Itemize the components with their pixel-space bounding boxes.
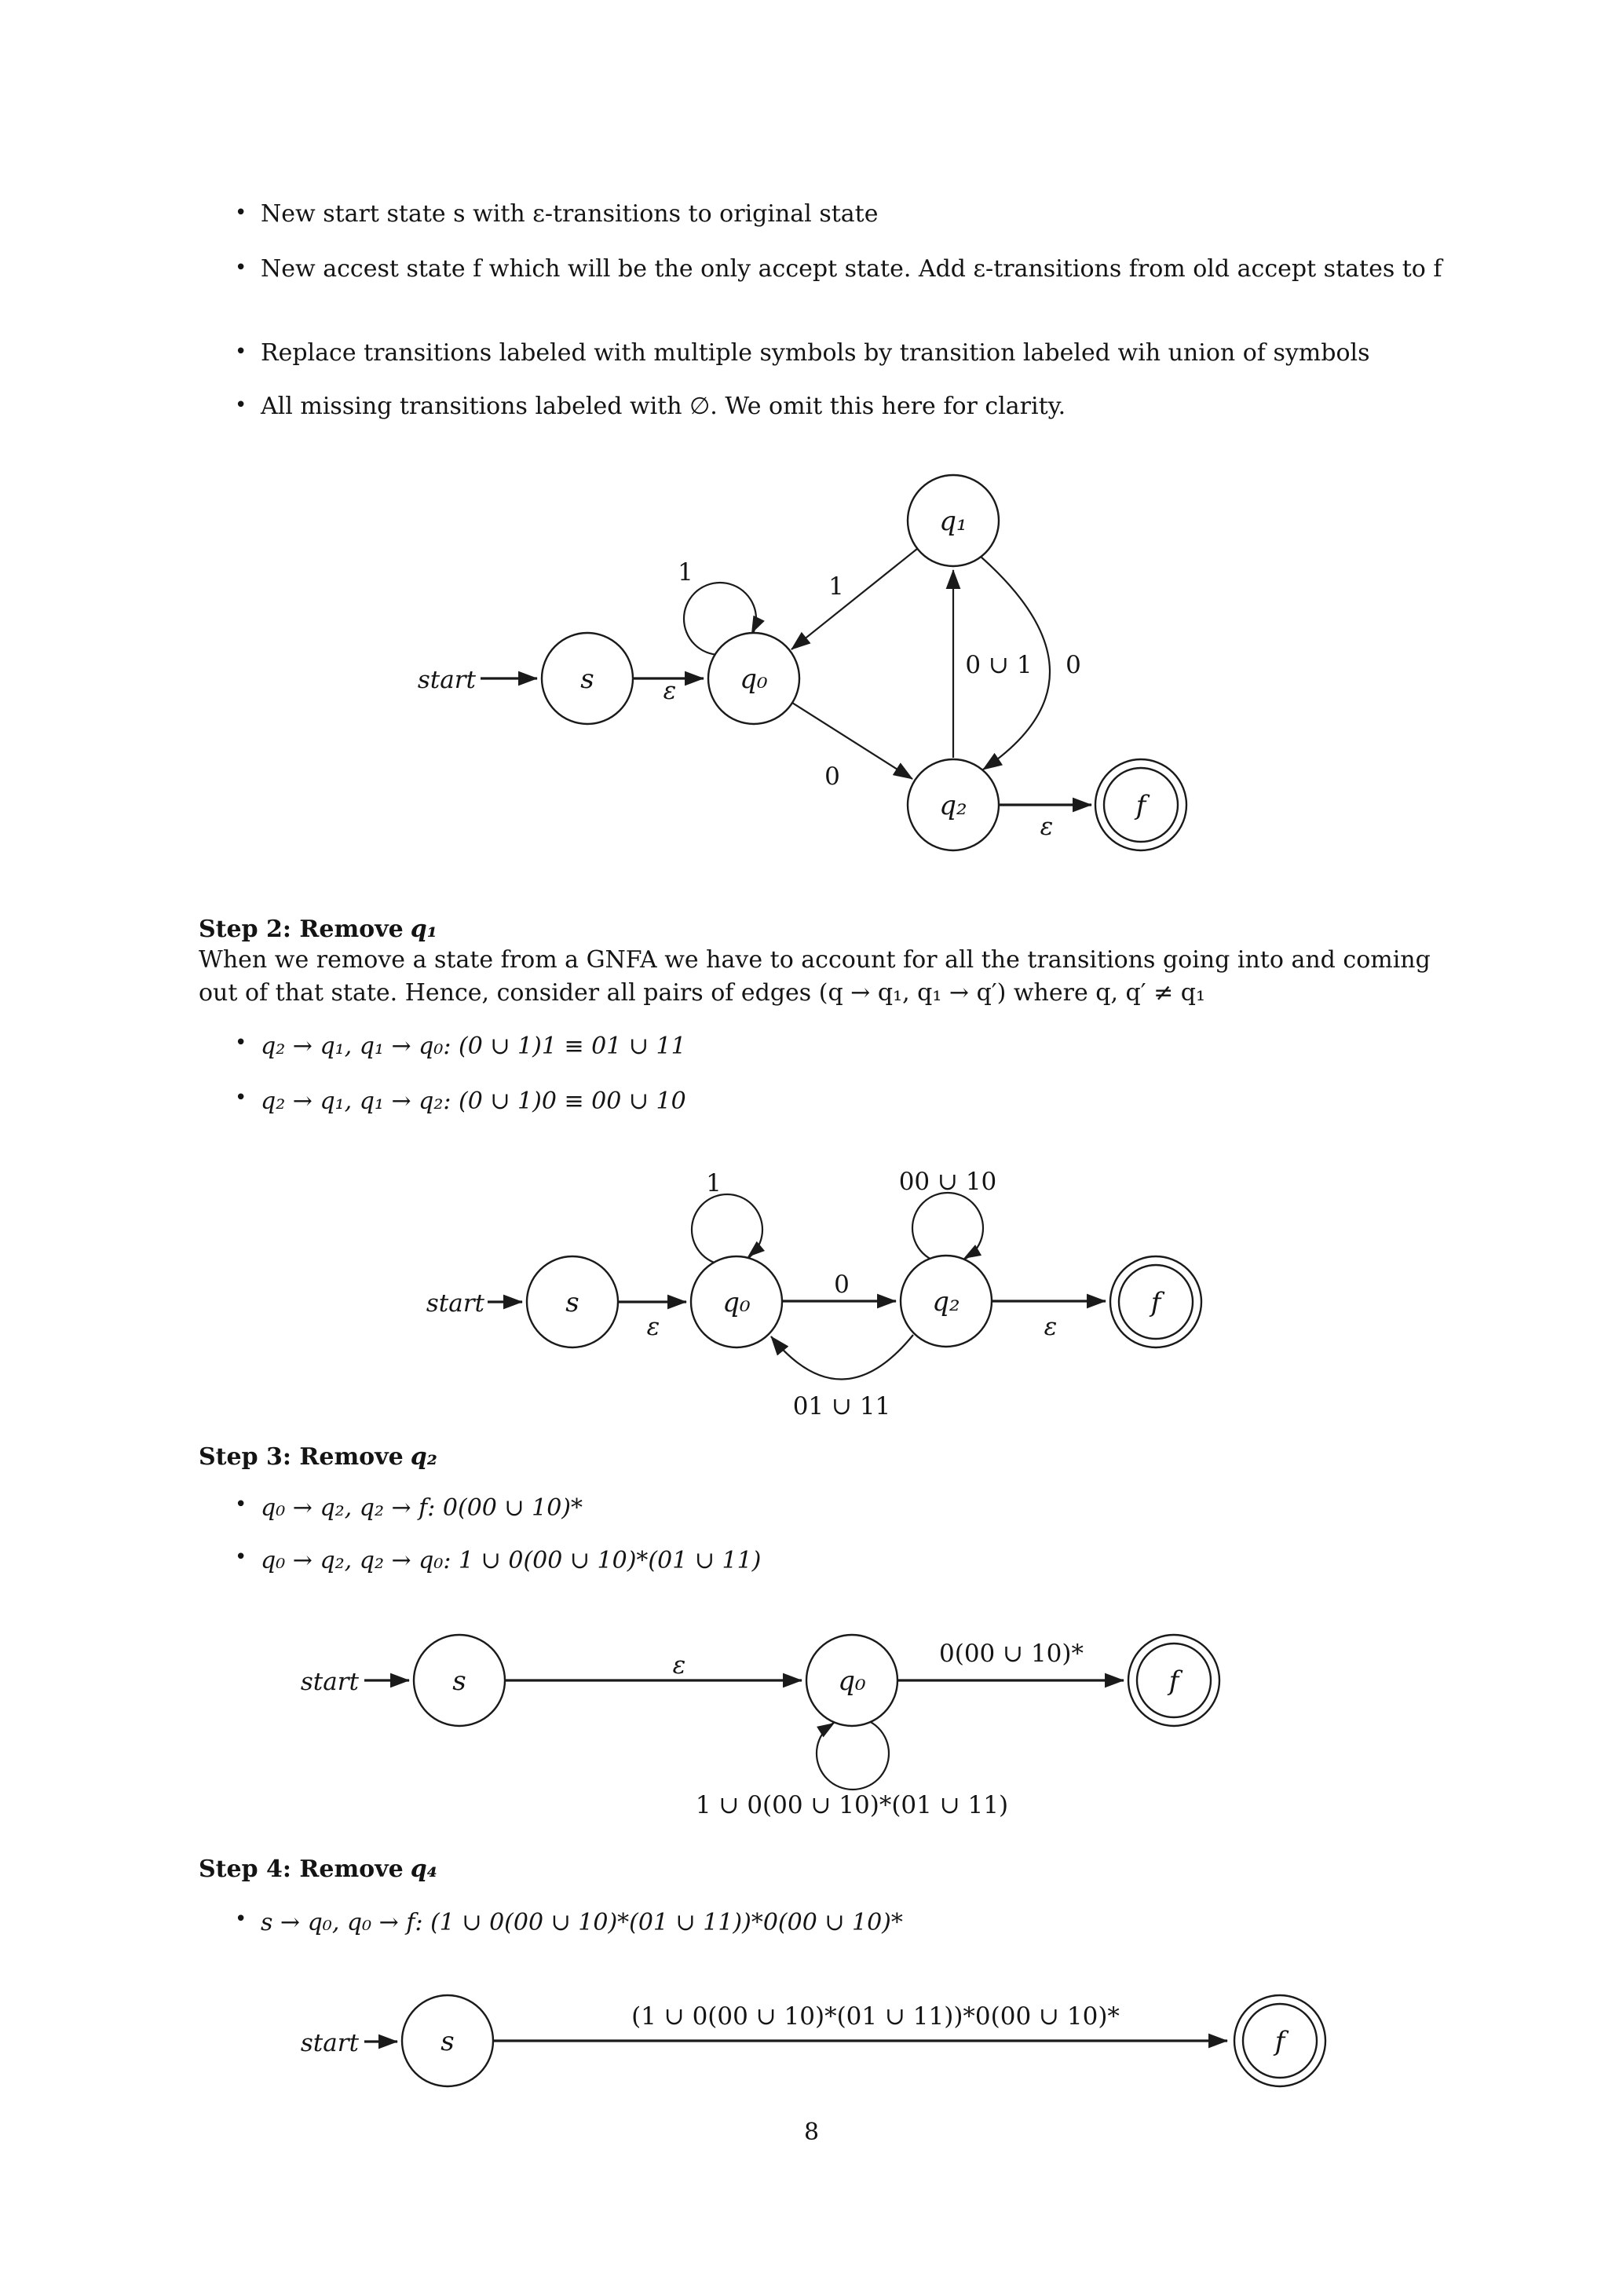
d2-state-q2-label: q₂: [932, 1286, 960, 1318]
d2-label-epsilon-s-q0: ε: [646, 1313, 660, 1341]
intro-bullet-2-text: New accest state f which will be the only accept state. Add ε-transitions from old accept states to f: [261, 255, 1442, 283]
d2-label-epsilon-q2-f: ε: [1044, 1313, 1058, 1341]
d1-label-epsilon-s-q0: ε: [663, 677, 677, 705]
d1-state-f-label: f: [1135, 790, 1146, 821]
d2-state-q0-label: q₀: [722, 1287, 751, 1318]
bullet-icon: •: [235, 256, 247, 280]
step3-heading-text: Step 3: Remove: [199, 1443, 404, 1471]
d1-state-q0-label: q₀: [740, 664, 768, 695]
step4-heading-text: Step 4: Remove: [199, 1855, 404, 1883]
d1-label-q1-q0: 1: [828, 572, 844, 601]
bullet-icon: •: [235, 201, 247, 225]
d2-label-q2-q0: 01 ∪ 11: [792, 1392, 891, 1420]
step3-heading-state: q₂: [410, 1443, 437, 1471]
d4-state-f-label: f: [1274, 2026, 1285, 2057]
d3-label-q0-f: 0(00 ∪ 10)*: [939, 1640, 1084, 1668]
d1-edge-q1-q0: [791, 549, 917, 649]
diagram-gnfa-final: [301, 1995, 1325, 2086]
diagram-gnfa-full: [418, 475, 1186, 850]
d3-label-q0-loop: 1 ∪ 0(00 ∪ 10)*(01 ∪ 11): [695, 1791, 1009, 1819]
page-number: 8: [803, 2119, 820, 2146]
d2-label-q2-loop: 00 ∪ 10: [898, 1168, 997, 1196]
bullet-icon: •: [235, 1086, 247, 1110]
d1-label-epsilon-q2-f: ε: [1040, 813, 1054, 841]
step3-bullet-1-text: q₀ → q₂, q₂ → f: 0(00 ∪ 10)*: [261, 1494, 583, 1522]
step2-heading-state: q₁: [410, 916, 437, 943]
step2-paragraph: When we remove a state from a GNFA we have to account for all the transitions going into and coming out of that state. Hence, consider all pairs of edges (q → q₁, q₁ → q′) where q, q′ ≠ q₁: [199, 946, 1431, 1007]
d3-state-q0-label: q₀: [838, 1665, 866, 1697]
d2-start-label: start: [426, 1289, 484, 1318]
d3-label-epsilon-s-q0: ε: [672, 1651, 686, 1680]
bullet-icon: •: [235, 1545, 247, 1569]
d1-state-s-label: s: [580, 664, 594, 695]
d1-state-q1-label: q₁: [939, 506, 967, 537]
step4-bullet-1-text: s → q₀, q₀ → f: (1 ∪ 0(00 ∪ 10)*(01 ∪ 11))*0(00 ∪ 10)*: [261, 1909, 903, 1936]
d1-label-q0-loop: 1: [678, 558, 693, 587]
step4-heading-state: q₄: [410, 1855, 437, 1883]
d3-start-label: start: [300, 1668, 359, 1696]
d1-label-q2-q1: 0 ∪ 1: [965, 651, 1033, 679]
bullet-icon: •: [235, 1031, 247, 1055]
step2-bullet-2-text: q₂ → q₁, q₁ → q₂: (0 ∪ 1)0 ≡ 00 ∪ 10: [261, 1088, 686, 1115]
d3-state-f-label: f: [1168, 1665, 1179, 1697]
d1-label-q0-q2: 0: [824, 762, 840, 791]
intro-bullet-4-text: All missing transitions labeled with ∅. We omit this here for clarity.: [261, 393, 1066, 420]
d4-start-label: start: [300, 2029, 359, 2057]
d2-state-s-label: s: [565, 1287, 579, 1318]
diagram-gnfa-after-q1: [426, 1168, 1201, 1420]
bullet-icon: •: [235, 1493, 247, 1516]
d2-label-q0-q2: 0: [834, 1270, 850, 1299]
bullet-icon: •: [235, 1907, 247, 1931]
d1-label-q1-q2: 0: [1066, 651, 1081, 679]
bullet-icon: •: [235, 340, 247, 364]
intro-bullet-3-text: Replace transitions labeled with multiple symbols by transition labeled wih union of symbols: [261, 339, 1370, 367]
d4-label-s-f: (1 ∪ 0(00 ∪ 10)*(01 ∪ 11))*0(00 ∪ 10)*: [631, 2002, 1120, 2031]
step3-bullet-2-text: q₀ → q₂, q₂ → q₀: 1 ∪ 0(00 ∪ 10)*(01 ∪ 11): [261, 1547, 762, 1574]
d2-state-f-label: f: [1150, 1287, 1161, 1318]
d2-label-q0-loop: 1: [706, 1169, 722, 1197]
d1-state-q2-label: q₂: [939, 790, 967, 821]
d4-state-s-label: s: [440, 2026, 455, 2057]
d2-edge-q2-q0: [771, 1335, 913, 1380]
diagram-gnfa-after-q2: [301, 1635, 1219, 1819]
d1-edge-q0-q2: [792, 703, 912, 779]
intro-bullet-1-text: New start state s with ε-transitions to original state: [261, 200, 879, 228]
step2-bullet-1-text: q₂ → q₁, q₁ → q₀: (0 ∪ 1)1 ≡ 01 ∪ 11: [261, 1033, 686, 1060]
bullet-icon: •: [235, 393, 247, 417]
d3-state-s-label: s: [452, 1665, 466, 1697]
step2-heading-text: Step 2: Remove: [199, 916, 404, 943]
d1-start-label: start: [417, 666, 476, 694]
